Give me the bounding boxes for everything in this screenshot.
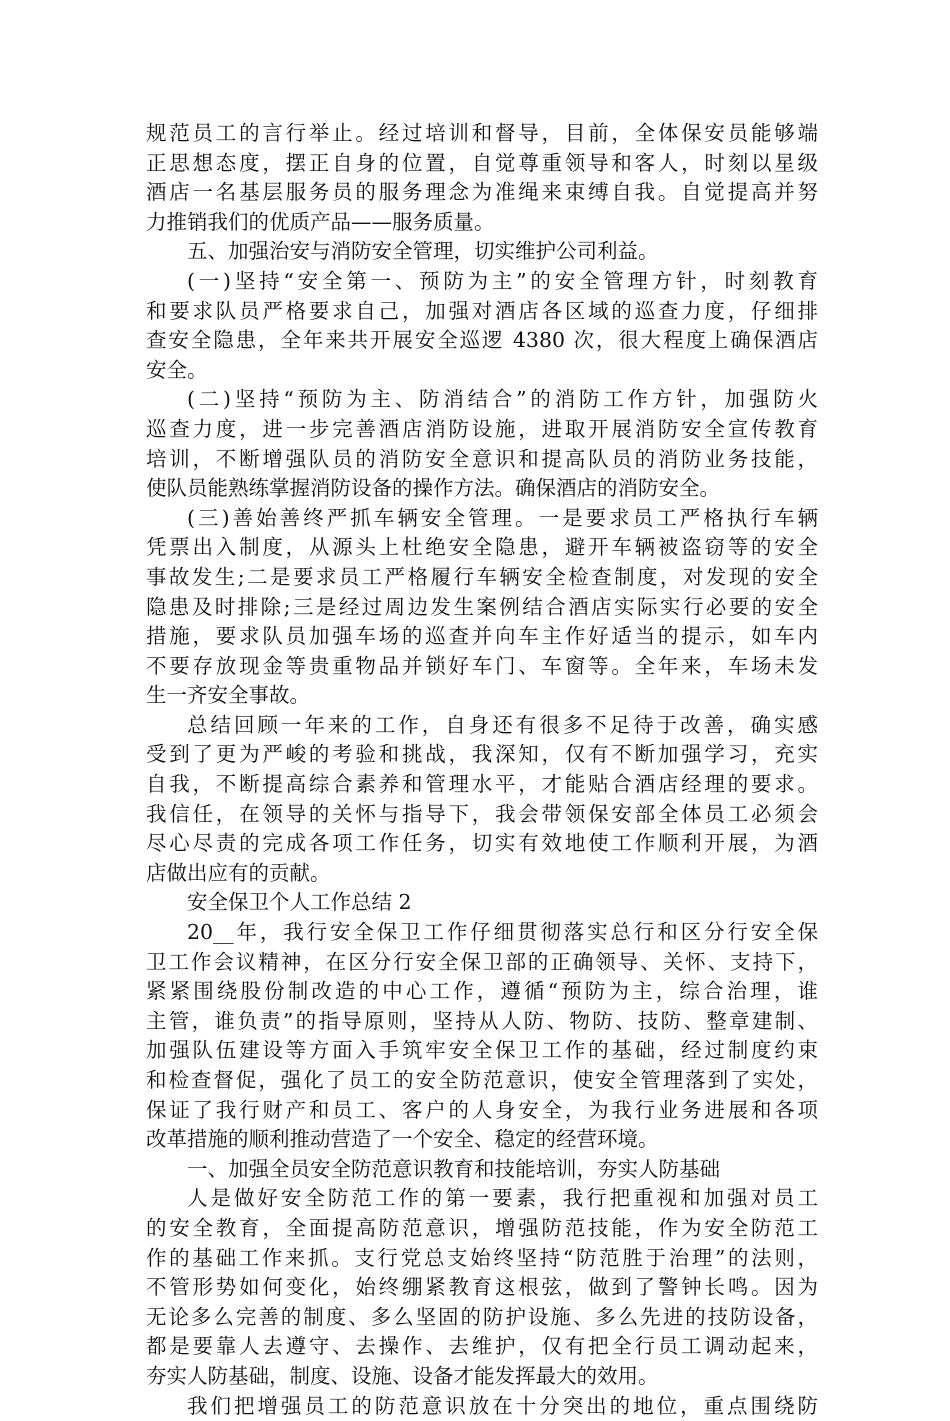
text-line: (二)坚持“预防为主、防消结合”的消防工作方针，加强防火: [187, 387, 818, 412]
text-line: 酒店一名基层服务员的服务理念为准绳来束缚自我。自觉提高并努: [146, 180, 818, 205]
text-line: 主管，谁负责”的指导原则，坚持从人防、物防、技防、整章建制、: [146, 1008, 818, 1033]
text-line: 加强队伍建设等方面入手筑牢安全保卫工作的基础，经过制度约束: [146, 1038, 818, 1063]
text-line: 总结回顾一年来的工作，自身还有很多不足待于改善，确实感: [187, 712, 818, 737]
text-line: 20__年，我行安全保卫工作仔细贯彻落实总行和区分行安全保: [187, 920, 818, 945]
text-line: 和检查督促，强化了员工的安全防范意识，使安全管理落到了实处，: [146, 1068, 818, 1092]
text-line: 力推销我们的优质产品——服务质量。: [146, 209, 495, 234]
text-line: 我们把增强员工的防范意识放在十分突出的地位，重点围绕防: [187, 1393, 818, 1418]
text-line: 人是做好安全防范工作的第一要素，我行把重视和加强对员工: [187, 1186, 818, 1211]
text-line: 的安全教育，全面提高防范意识，增强防范技能，作为安全防范工: [146, 1215, 818, 1240]
text-line: 和要求队员严格要求自己，加强对酒店各区域的巡查力度，仔细排: [146, 298, 818, 323]
text-line: 受到了更为严峻的考验和挑战，我深知，仅有不断加强学习，充实: [146, 742, 818, 767]
text-line: 保证了我行财产和员工、客户的人身安全，为我行业务进展和各项: [146, 1097, 818, 1122]
text-line: 无论多么完善的制度、多么坚固的防护设施、多么先进的技防设备，: [146, 1304, 818, 1329]
text-line: 不要存放现金等贵重物品并锁好车门、车窗等。全年来，车场未发: [146, 653, 818, 678]
text-line: 安全保卫个人工作总结 2: [187, 890, 412, 915]
text-line: 培训，不断增强队员的消防安全意识和提高队员的消防业务技能，: [146, 446, 818, 471]
text-line: 尽心尽责的完成各项工作任务，切实有效地使工作顺利开展，为酒: [146, 831, 818, 856]
document-body: [146, 119, 818, 1421]
text-line: 紧紧围绕股份制改造的中心工作，遵循“预防为主，综合治理，谁: [146, 979, 818, 1004]
text-line: 改革措施的顺利推动营造了一个安全、稳定的经营环境。: [146, 1127, 659, 1152]
text-line: 使队员能熟练掌握消防设备的操作方法。确保酒店的消防安全。: [146, 476, 720, 501]
text-line: 卫工作会议精神，在区分行安全保卫部的正确领导、关怀、支持下，: [146, 949, 818, 974]
text-line: 作的基础工作来抓。支行党总支始终坚持“防范胜于治理”的法则，: [146, 1245, 818, 1270]
text-line: 规范员工的言行举止。经过培训和督导，目前，全体保安员能够端: [146, 121, 818, 145]
text-line: 巡查力度，进一步完善酒店消防设施，进取开展消防安全宣传教育: [146, 416, 818, 441]
text-line: 凭票出入制度，从源头上杜绝安全隐患，避开车辆被盗窃等的安全: [146, 535, 818, 560]
text-line: 生一齐安全事故。: [146, 683, 310, 708]
text-line: (一)坚持“安全第一、预防为主”的安全管理方针，时刻教育: [187, 268, 818, 293]
text-line: 措施，要求队员加强车场的巡查并向车主作好适当的提示，如车内: [146, 624, 818, 649]
text-line: 安全。: [146, 357, 208, 382]
text-line: 五、加强治安与消防安全管理，切实维护公司利益。: [187, 239, 659, 264]
text-line: 正思想态度，摆正自身的位置，自觉尊重领导和客人，时刻以星级: [146, 150, 818, 175]
text-line: 我信任，在领导的关怀与指导下，我会带领保安部全体员工必须会: [146, 801, 818, 826]
text-line: 店做出应有的贡献。: [146, 860, 331, 885]
text-line: 查安全隐患，全年来共开展安全巡逻 4380 次，很大程度上确保酒店: [146, 328, 818, 353]
text-line: 不管形势如何变化，始终绷紧教育这根弦，做到了警钟长鸣。因为: [146, 1275, 818, 1300]
text-line: 夯实人防基础，制度、设施、设备才能发挥最大的效用。: [146, 1363, 659, 1388]
text-line: 都是要靠人去遵守、去操作、去维护，仅有把全行员工调动起来，: [146, 1334, 818, 1359]
text-line: (三)善始善终严抓车辆安全管理。一是要求员工严格执行车辆: [187, 505, 818, 530]
text-line: 一、加强全员安全防范意识教育和技能培训，夯实人防基础: [187, 1156, 720, 1181]
text-line: 自我，不断提高综合素养和管理水平，才能贴合酒店经理的要求。: [146, 772, 818, 797]
text-line: 事故发生;二是要求员工严格履行车辆安全检查制度，对发现的安全: [146, 564, 818, 589]
text-line: 隐患及时排除;三是经过周边发生案例结合酒店实际实行必要的安全: [146, 594, 818, 619]
